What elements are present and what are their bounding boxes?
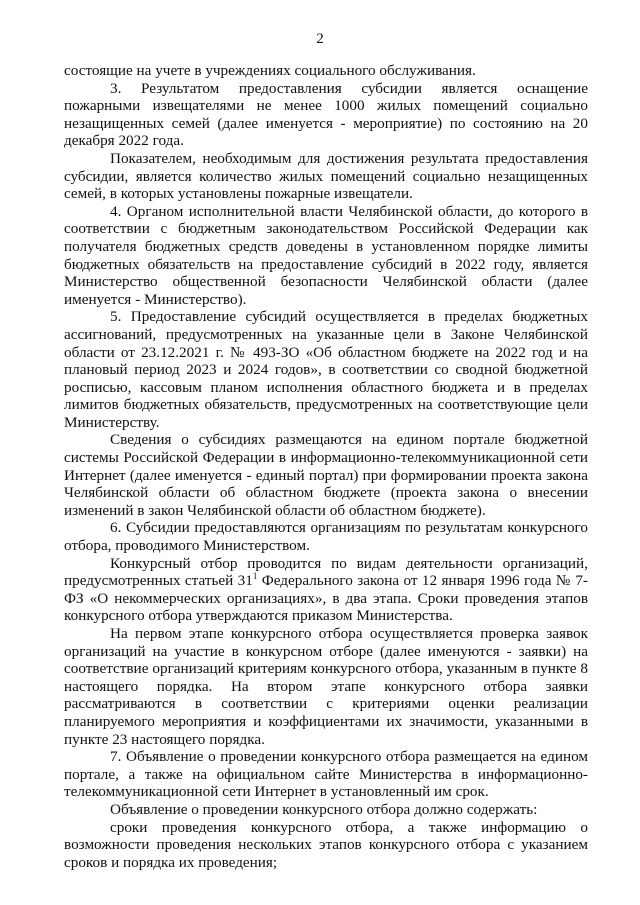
paragraph-competitive-selection <box>64 555 588 625</box>
paragraph-text-part: Конкурсный отбор проводится по видам деятельности организаций, предусмотренных статьей 31 <box>64 554 588 590</box>
paragraph-item-6: 6. Субсидии предоставляются организациям по результатам конкурсного отбора, проводимого Министерством. <box>64 519 588 555</box>
document-body <box>64 62 588 871</box>
paragraph-selection-dates: сроки проведения конкурсного отбора, а также информацию о возможности проведения нескольких этапов конкурсного отбора с указанием сроков и порядка их проведения; <box>64 818 588 871</box>
paragraph-continuation: состоящие на учете в учреждениях социального обслуживания. <box>64 62 476 79</box>
paragraph-subsidy-info: Сведения о субсидиях размещаются на едином портале бюджетной системы Российской Федерации в информационно-телекоммуникационной сети Интернет (далее именуется - единый портал) при формировании проекта закона Челябинской области об областном бюджете (проекта закона о внесении изменений в закон Челябинской области об областном бюджете). <box>64 431 588 519</box>
paragraph-item-7: 7. Объявление о проведении конкурсного отбора размещается на едином портале, а также на официальном сайте Министерства в информационно-телекоммуникационной сети Интернет в установленный им срок. <box>64 748 588 801</box>
article-superscript: 1 <box>252 571 258 582</box>
paragraph-item-3: 3. Результатом предоставления субсидии является оснащение пожарными извещателями не менее 1000 жилых помещений социально незащищенных семей (далее именуется - мероприятие) по состоянию на 20 декабря 2022 года. <box>64 79 588 150</box>
paragraph-item-4: 4. Органом исполнительной власти Челябинской области, до которого в соответствии с бюджетным законодательством Российской Федерации как получателя бюджетных средств доведены в установленном порядке лимиты бюджетных обязательств на предоставление субсидий в 2022 году, является Министерство общественной безопасности Челябинской области (далее именуется - Министерство). <box>64 202 588 308</box>
page-number: 2 <box>316 31 324 47</box>
paragraph-selection-stages: На первом этапе конкурсного отбора осуществляется проверка заявок организаций на участие в конкурсном отборе (далее именуются - заявки) на соответствие организаций критериям конкурсного отбора, указанным в пункте 8 настоящего порядка. На втором этапе конкурсного отбора заявки рассматриваются в соответствии с критериями оценки реализации планируемого мероприятия и коэффициентами их значимости, указанными в пункте 23 настоящего порядка. <box>64 625 588 748</box>
paragraph-text-part: Федерального закона от 12 января 1996 года № 7-ФЗ «О некоммерческих организациях», в два этапа. Сроки проведения этапов конкурсного отбора утверждаются приказом Министерства. <box>64 572 588 625</box>
paragraph-indicator: Показателем, необходимым для достижения результата предоставления субсидии, является количество жилых помещений социально незащищенных семей, в которых установлены пожарные извещатели. <box>64 149 588 203</box>
paragraph-announcement-contents: Объявление о проведении конкурсного отбора должно содержать: <box>110 800 538 818</box>
paragraph-item-5: 5. Предоставление субсидий осуществляется в пределах бюджетных ассигнований, предусмотренных на указанные цели в Законе Челябинской области от 23.12.2021 г. № 493-ЗО «Об областном бюджете на 2022 год и на плановый период 2023 и 2024 годов», в соответствии со сводной бюджетной росписью, кассовым планом исполнения областного бюджета и в пределах лимитов бюджетных обязательств, предусмотренных на соответствующие цели Министерству. <box>64 308 588 431</box>
